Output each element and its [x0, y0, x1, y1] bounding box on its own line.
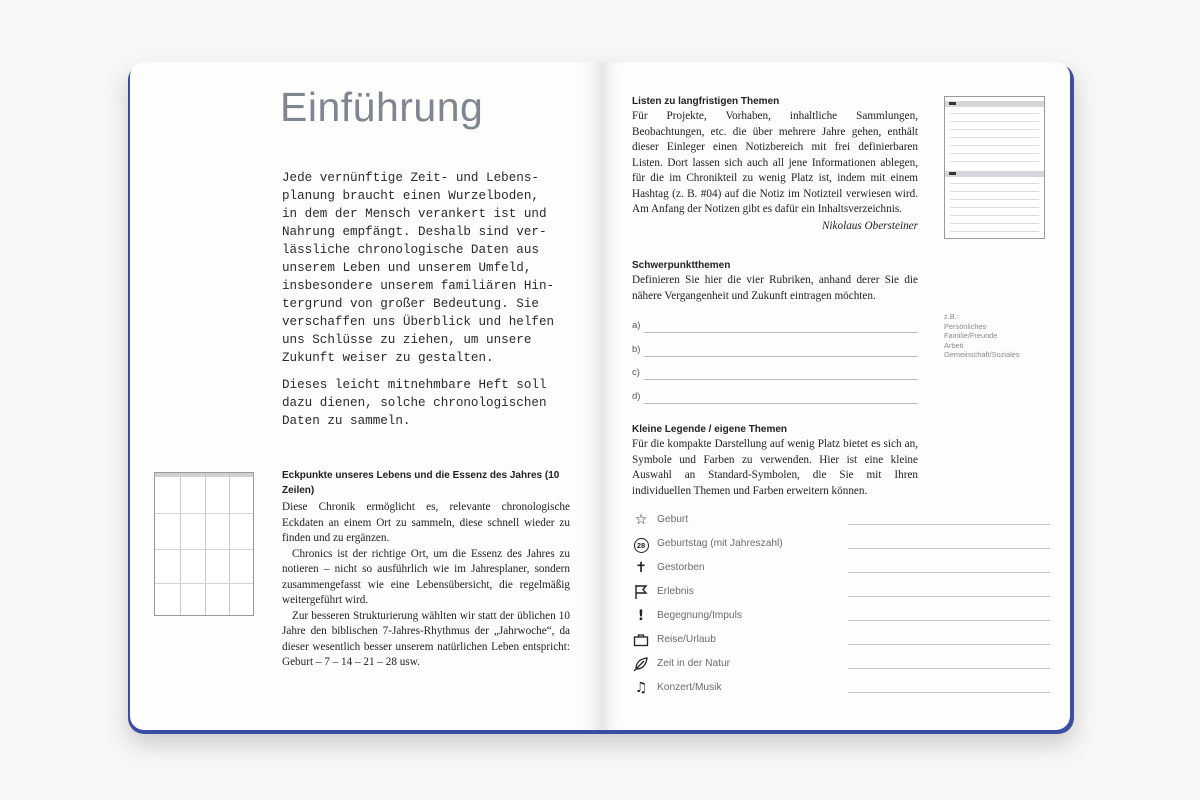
- legend-item: ✝ Gestorben: [632, 559, 1050, 579]
- section-listen: [632, 94, 918, 234]
- rubric-line-a[interactable]: a): [632, 320, 918, 336]
- page-title: Einführung: [280, 84, 484, 130]
- section-legende-body: Für die kompakte Darstellung auf wenig Platz bietet es sich an, Symbole und Farben zu verwenden. Hier ist eine kleine Auswahl an Standard-Symbolen, die Sie mit Ihren individuellen Themen und Farben erweitern können.: [632, 438, 918, 497]
- legend-entry-line[interactable]: [848, 524, 1050, 525]
- section-legende-heading: Kleine Legende / eigene Themen: [632, 424, 788, 435]
- flag-icon: [632, 583, 650, 601]
- exclamation-icon: !: [637, 608, 645, 624]
- legend-entry-line[interactable]: [848, 644, 1050, 645]
- rubric-examples-note: z.B.: Persönliches Familie/Freunde Arbeit Gemeinschaft/Soziales: [944, 312, 1020, 360]
- cross-icon: ✝: [635, 560, 647, 576]
- section-eckpunkte-paragraph: Chronics ist der richtige Ort, um die Essenz des Jahres zu notieren – nicht so ausführlich wie im Jahresplaner, sondern zusammengefasst wie eine Lebensübersicht, die regelmäßig weitergeführt wird.: [282, 547, 570, 606]
- legend-item: 28 Geburtstag (mit Jahreszahl): [632, 535, 1050, 555]
- legend-entry-line[interactable]: [848, 620, 1050, 621]
- legend-item: Reise/Urlaub: [632, 631, 1050, 651]
- legend-entry-line[interactable]: [848, 596, 1050, 597]
- legend-item: Zeit in der Natur: [632, 655, 1050, 675]
- section-eckpunkte-paragraph: Zur besseren Strukturierung wählten wir statt der üblichen 10 Jahre den biblischen 7-Jahres-Rhythmus der „Jahrwoche“, da dieser wesentlich besser unserem natürlichen Leben entspricht: Geburt – 7 – 14 – 21 – 28 usw.: [282, 609, 570, 668]
- legend-item: ♫ Konzert/Musik: [632, 679, 1050, 699]
- right-page: [602, 62, 1070, 730]
- section-eckpunkte-paragraph: Diese Chronik ermöglicht es, relevante chronologische Eckdaten an einem Ort zu sammeln, diese schnell wieder zu finden und zu ergänzen.: [282, 501, 570, 544]
- section-eckpunkte-heading: Eckpunkte unseres Lebens und die Essenz des Jahres (10 Zeilen): [282, 470, 560, 496]
- legend-entry-line[interactable]: [848, 572, 1050, 573]
- section-eckpunkte: [282, 468, 570, 671]
- left-page: [130, 62, 602, 730]
- section-listen-body: Für Projekte, Vorhaben, inhaltliche Sammlungen, Beobachtungen, etc. die über mehrere Jahre gehen, enthält dieser Einleger einen Notizbereich mit frei definierbaren Listen. Dort lassen sich auch all jene Informationen ablegen, für die im Chronikteil zu wenig Platz ist, indem mit einem Hashtag (z. B. #04) auf die Notiz im Notizteil verwiesen wird. Am Anfang der Notizen gibt es dafür ein Inhaltsverzeichnis.: [632, 110, 918, 215]
- intro-paragraph-1: Jede vernünftige Zeit- und Lebens- planung braucht einen Wurzelboden, in dem der Mensch verankert ist und Nahrung empfängt. Deshalb sind ver- lässliche chronologische Daten aus unserem Leben und unserem Umfeld, insbesondere unserem familiären Hin- tergrund von großer Bedeutung. Sie verschaffen uns Überblick und helfen uns Schlüsse zu ziehen, um unsere Zukunft weiser zu gestalten.: [282, 171, 555, 365]
- section-schwerpunkt-heading: Schwerpunktthemen: [632, 260, 731, 271]
- legend-item: Erlebnis: [632, 583, 1050, 603]
- legend-entry-line[interactable]: [848, 548, 1050, 549]
- section-schwerpunkt-body: Definieren Sie hier die vier Rubriken, anhand derer Sie die nähere Vergangenheit und Zukunft eintragen möchten.: [632, 274, 918, 302]
- rubric-line-d[interactable]: d): [632, 391, 918, 407]
- star-icon: ☆: [634, 512, 648, 528]
- legend-item: ☆ Geburt: [632, 511, 1050, 531]
- birthday-circle-icon: 28: [632, 535, 650, 553]
- leaf-icon: [632, 655, 650, 673]
- section-schwerpunkt: [632, 258, 918, 304]
- rubric-line-b[interactable]: b): [632, 344, 918, 360]
- open-booklet: [128, 62, 1074, 734]
- author-signature: Nikolaus Obersteiner: [821, 219, 918, 232]
- intro-paragraph-2: Dieses leicht mitnehmbare Heft soll dazu dienen, solche chronologischen Daten zu sammeln.: [282, 378, 547, 428]
- legend-entry-line[interactable]: [848, 692, 1050, 693]
- music-note-icon: ♫: [634, 680, 648, 696]
- section-legende: [632, 422, 918, 499]
- section-listen-heading: Listen zu langfristigen Themen: [632, 96, 780, 107]
- legend-item: ! Begegnung/Impuls: [632, 607, 1050, 627]
- suitcase-icon: [632, 631, 650, 649]
- legend-entry-line[interactable]: [848, 668, 1050, 669]
- chronicle-page-thumbnail: [154, 472, 254, 616]
- rubric-line-c[interactable]: c): [632, 367, 918, 383]
- notes-page-thumbnail: [944, 96, 1045, 239]
